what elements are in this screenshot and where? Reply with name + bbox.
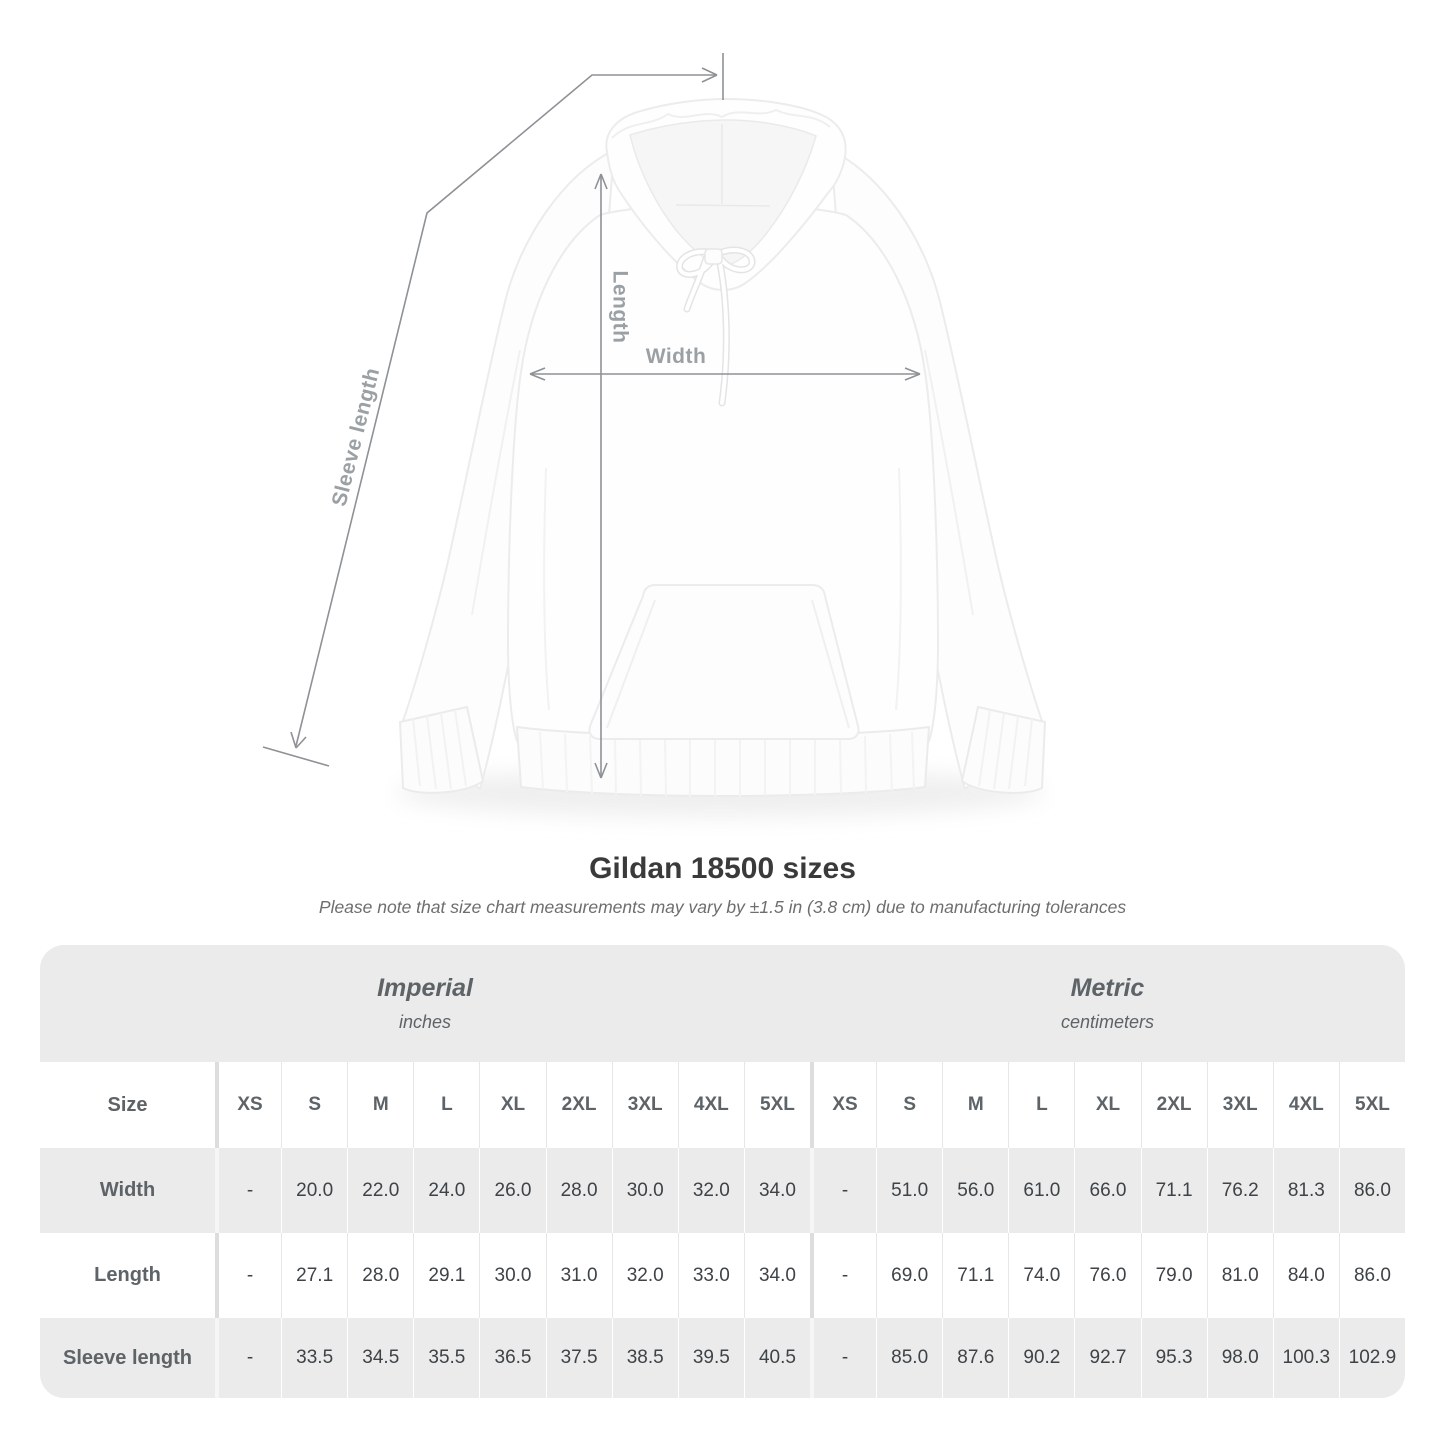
size-col-header: 4XL [1273,1062,1339,1148]
table-cell: 95.3 [1141,1318,1207,1398]
table-cell: 20.0 [281,1148,347,1233]
table-cell: 56.0 [942,1148,1008,1233]
table-cell: 81.3 [1273,1148,1339,1233]
table-cell: 76.0 [1074,1233,1140,1318]
tolerance-note: Please note that size chart measurements may vary by ±1.5 in (3.8 cm) due to manufacturing tolerances [318,897,1127,917]
table-cell: 69.0 [876,1233,942,1318]
size-col-header: 5XL [1339,1062,1405,1148]
size-col-header: XL [479,1062,545,1148]
table-cell: 81.0 [1207,1233,1273,1318]
table-cell: 29.1 [413,1233,479,1318]
table-cell: 66.0 [1074,1148,1140,1233]
table-cell: 38.5 [612,1318,678,1398]
table-cell: 32.0 [612,1233,678,1318]
imperial-subtitle: inches [398,1012,452,1032]
sleeve-length-label: Sleeve length [327,365,385,509]
size-col-header: 2XL [546,1062,612,1148]
size-col-header: 2XL [1141,1062,1207,1148]
table-cell: 86.0 [1339,1148,1405,1233]
size-col-header: S [876,1062,942,1148]
row-header-width: Width [40,1148,215,1233]
page-title: Gildan 18500 sizes [589,852,856,885]
table-cell: 51.0 [876,1148,942,1233]
table-cell: 40.5 [744,1318,810,1398]
table-cell: 87.6 [942,1318,1008,1398]
table-cell: 90.2 [1008,1318,1074,1398]
table-cell: 24.0 [413,1148,479,1233]
size-col-header: XS [810,1062,876,1148]
table-cell: - [810,1233,876,1318]
table-cell: 76.2 [1207,1148,1273,1233]
table-cell: - [215,1318,281,1398]
table-cell: 102.9 [1339,1318,1405,1398]
size-col-header: 5XL [744,1062,810,1148]
table-cell: 30.0 [479,1233,545,1318]
table-cell: - [215,1233,281,1318]
table-cell: 34.0 [744,1148,810,1233]
size-col-header: M [347,1062,413,1148]
row-header-sleeve-length: Sleeve length [40,1318,215,1398]
table-cell: 33.5 [281,1318,347,1398]
size-col-header: S [281,1062,347,1148]
table-cell: 85.0 [876,1318,942,1398]
metric-title: Metric [1070,974,1145,1002]
size-table [40,945,1405,1398]
table-cell: 32.0 [678,1148,744,1233]
imperial-title: Imperial [377,974,473,1002]
width-label: Width [645,345,707,368]
table-cell: 92.7 [1074,1318,1140,1398]
table-cell: 84.0 [1273,1233,1339,1318]
size-col-header: L [413,1062,479,1148]
table-cell: - [810,1318,876,1398]
size-row-header: Size [40,1062,215,1148]
table-cell: 86.0 [1339,1233,1405,1318]
size-col-header: M [942,1062,1008,1148]
size-col-header: 3XL [1207,1062,1273,1148]
table-cell: 36.5 [479,1318,545,1398]
table-cell: - [810,1148,876,1233]
table-cell: 61.0 [1008,1148,1074,1233]
row-header-length: Length [40,1233,215,1318]
metric-subtitle: centimeters [1060,1012,1155,1032]
imperial-group-header [40,945,810,1062]
table-cell: 35.5 [413,1318,479,1398]
size-col-header: L [1008,1062,1074,1148]
size-col-header: XL [1074,1062,1140,1148]
table-cell: 74.0 [1008,1233,1074,1318]
table-cell: 100.3 [1273,1318,1339,1398]
table-cell: 22.0 [347,1148,413,1233]
table-cell: 30.0 [612,1148,678,1233]
table-cell: 98.0 [1207,1318,1273,1398]
size-col-header: XS [215,1062,281,1148]
table-cell: 71.1 [1141,1148,1207,1233]
metric-group-header [810,945,1405,1062]
table-cell: 26.0 [479,1148,545,1233]
table-cell: 33.0 [678,1233,744,1318]
table-cell: 34.0 [744,1233,810,1318]
size-col-header: 3XL [612,1062,678,1148]
length-label: Length [608,270,632,344]
table-cell: 28.0 [546,1148,612,1233]
size-col-header: 4XL [678,1062,744,1148]
table-cell: - [215,1148,281,1233]
table-cell: 34.5 [347,1318,413,1398]
table-cell: 28.0 [347,1233,413,1318]
table-cell: 71.1 [942,1233,1008,1318]
table-cell: 27.1 [281,1233,347,1318]
table-cell: 31.0 [546,1233,612,1318]
table-cell: 39.5 [678,1318,744,1398]
table-cell: 37.5 [546,1318,612,1398]
table-cell: 79.0 [1141,1233,1207,1318]
